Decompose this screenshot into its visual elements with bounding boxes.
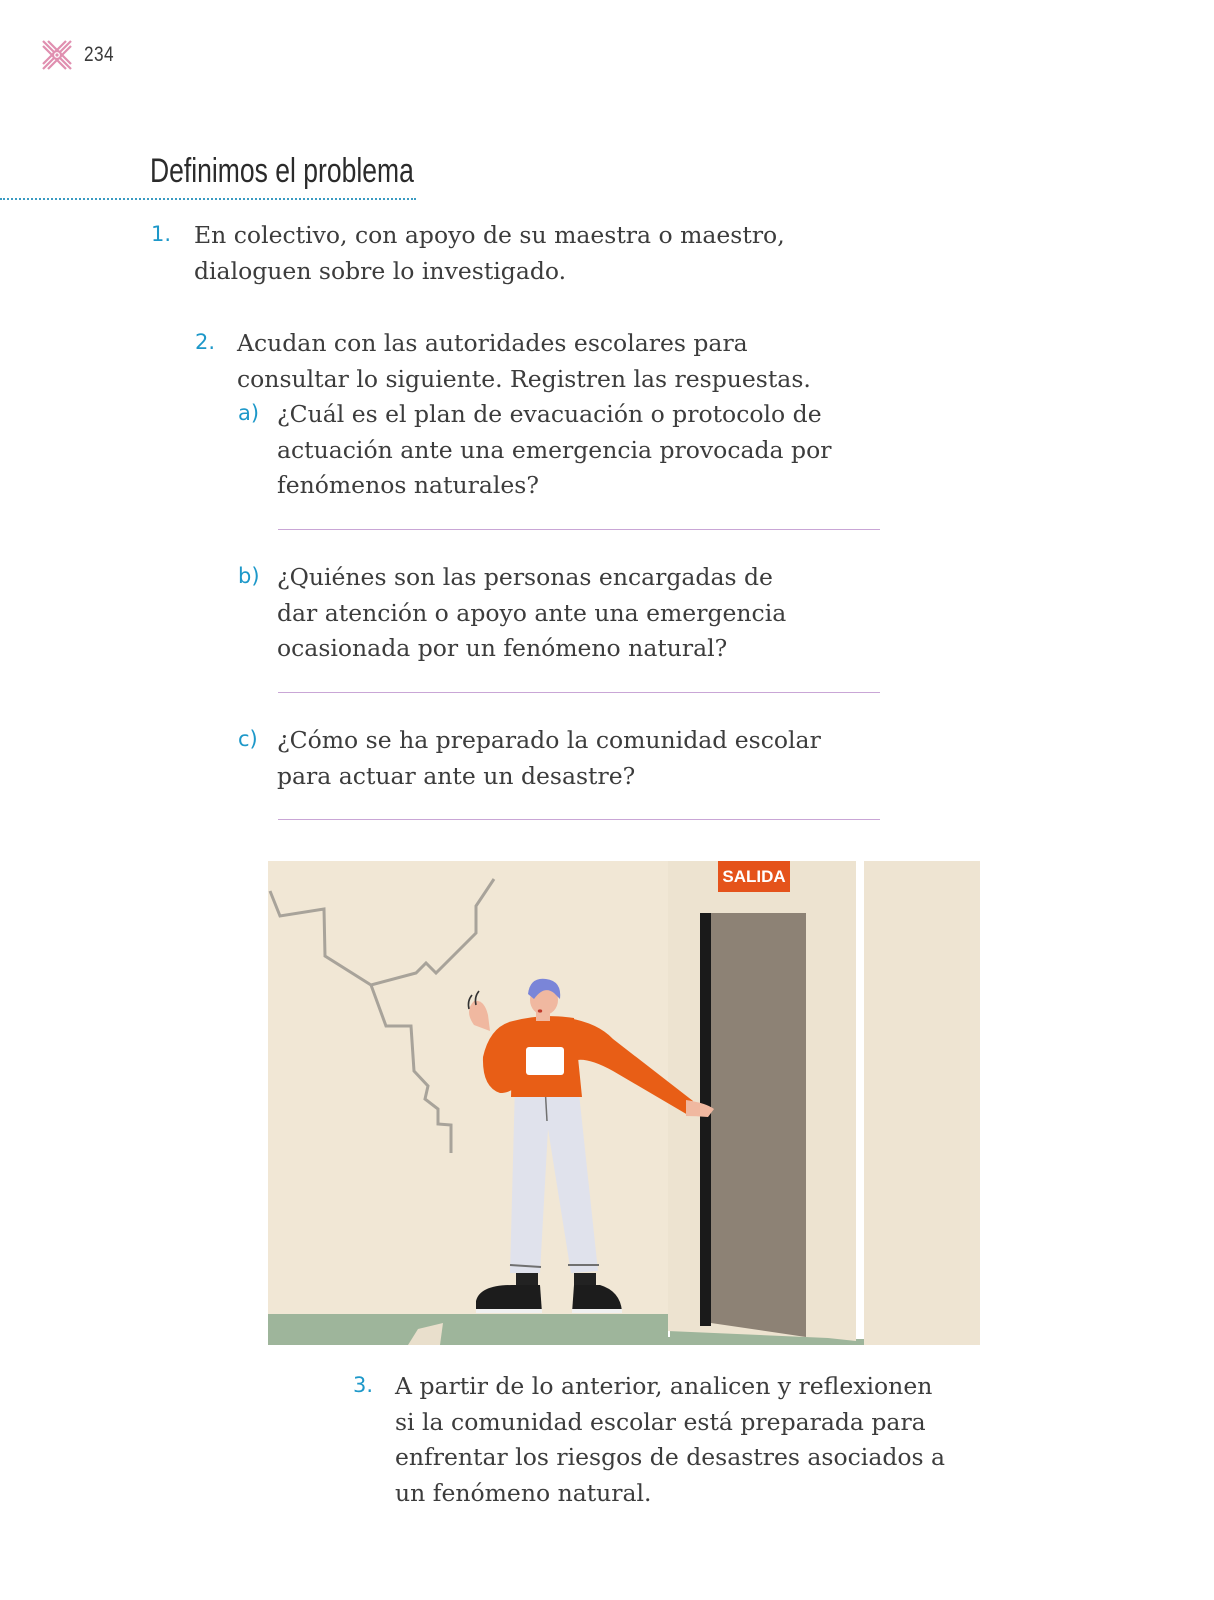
text-line: ¿Cuál es el plan de evacuación o protocolo de bbox=[277, 400, 822, 428]
evacuation-illustration bbox=[268, 861, 980, 1345]
subitem-a-text bbox=[277, 397, 831, 504]
exit-door bbox=[711, 913, 806, 1337]
text-line: enfrentar los riesgos de desastres asociados a bbox=[395, 1443, 946, 1471]
text-line: para actuar ante un desastre? bbox=[277, 761, 636, 790]
section-title: Definimos el problema bbox=[150, 152, 414, 190]
text-line: consultar lo siguiente. Registren las respuestas. bbox=[237, 364, 811, 393]
text-line: dar atención o apoyo ante una emergencia bbox=[277, 598, 787, 627]
item-number-3: 3. bbox=[353, 1373, 374, 1397]
text-line: A partir de lo anterior, analicen y reflexionen bbox=[395, 1372, 933, 1400]
text-line: En colectivo, con apoyo de su maestra o maestro, bbox=[194, 221, 785, 249]
answer-line-a[interactable] bbox=[278, 529, 880, 530]
text-line: un fenómeno natural. bbox=[395, 1478, 652, 1507]
subitem-b-text bbox=[277, 560, 786, 667]
answer-line-c[interactable] bbox=[278, 819, 880, 820]
item-2-text bbox=[237, 326, 811, 397]
text-line: actuación ante una emergencia provocada por bbox=[277, 435, 832, 464]
exit-sign-text: SALIDA bbox=[722, 867, 786, 886]
text-line: ¿Cómo se ha preparado la comunidad escolar bbox=[277, 726, 821, 754]
item-1-text bbox=[194, 218, 785, 289]
item-number-1: 1. bbox=[151, 222, 172, 246]
title-divider bbox=[0, 198, 416, 200]
subitem-letter-b: b) bbox=[238, 564, 260, 588]
item-number-2: 2. bbox=[195, 330, 216, 354]
item-3-text bbox=[395, 1369, 945, 1511]
text-line: dialoguen sobre lo investigado. bbox=[194, 256, 567, 285]
answer-line-b[interactable] bbox=[278, 692, 880, 693]
text-line: Acudan con las autoridades escolares para bbox=[237, 329, 748, 357]
name-badge bbox=[526, 1047, 564, 1075]
subitem-c-text bbox=[277, 723, 821, 794]
door-edge bbox=[700, 913, 711, 1326]
page-header bbox=[40, 38, 121, 72]
text-line: ¿Quiénes son las personas encargadas de bbox=[277, 563, 773, 591]
text-line: fenómenos naturales? bbox=[277, 471, 539, 499]
text-line: si la comunidad escolar está preparada para bbox=[395, 1407, 926, 1436]
decorative-star-icon bbox=[40, 38, 74, 72]
page-number: 234 bbox=[84, 43, 114, 66]
text-line: ocasionada por un fenómeno natural? bbox=[277, 634, 728, 662]
subitem-letter-a: a) bbox=[238, 401, 260, 425]
subitem-letter-c: c) bbox=[238, 727, 258, 751]
